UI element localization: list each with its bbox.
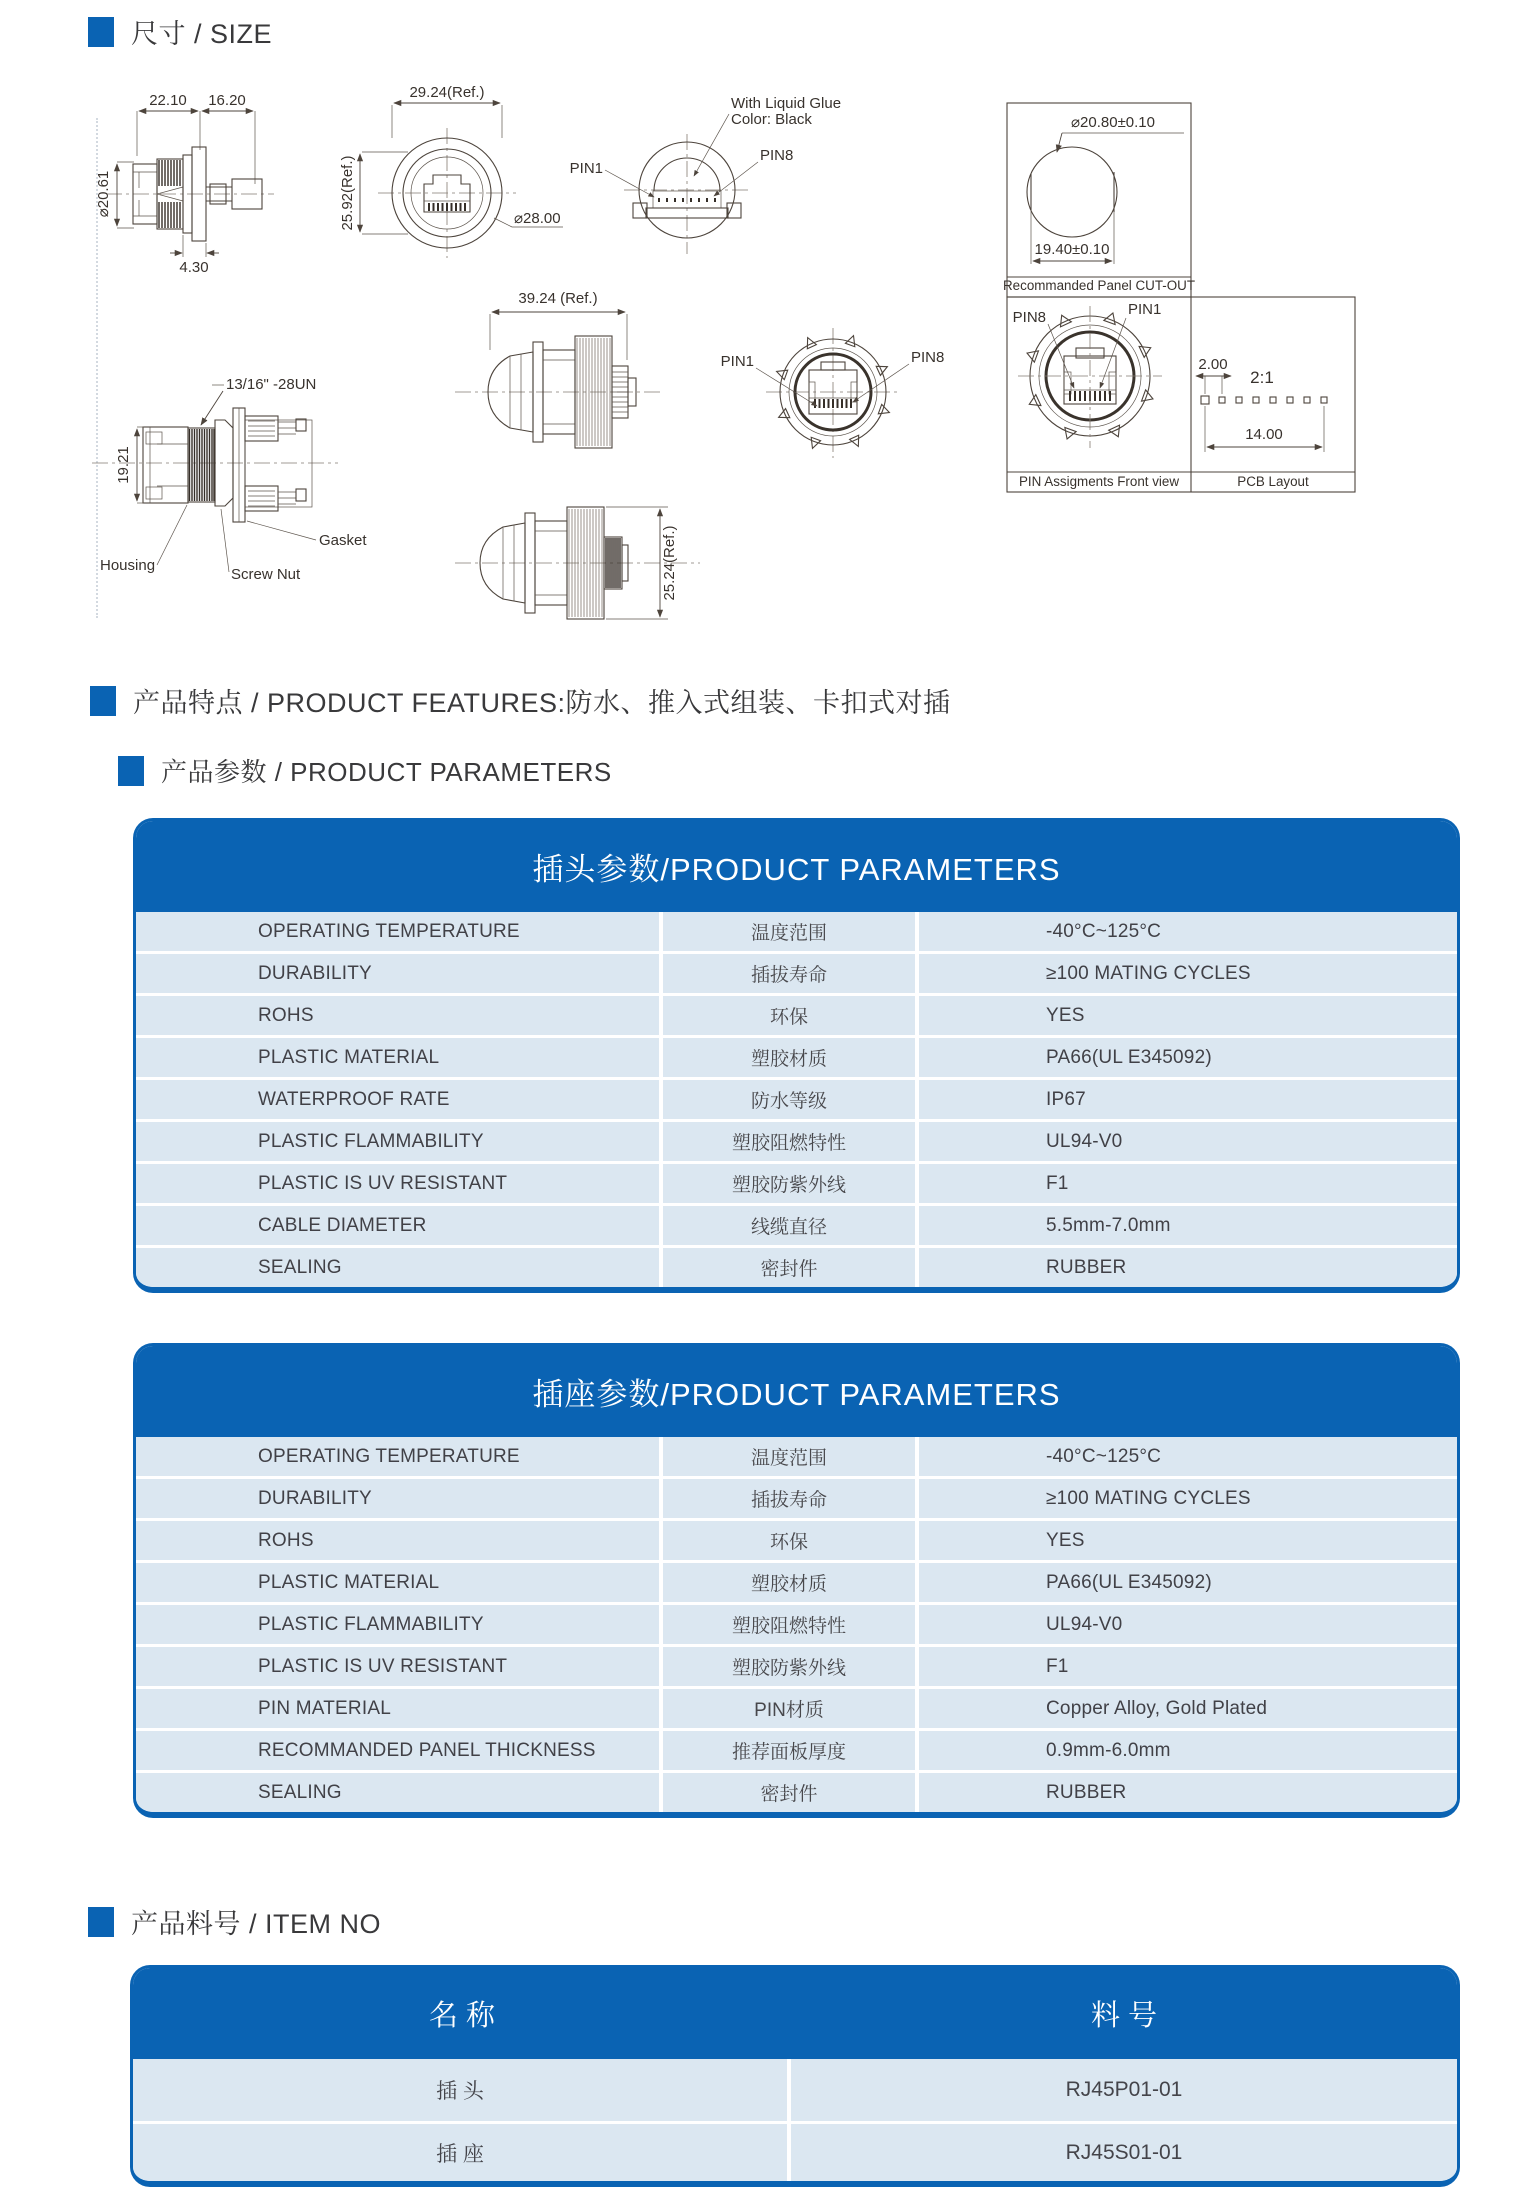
param-name-cn: 环保	[659, 996, 919, 1035]
table-row	[133, 2121, 1457, 2181]
param-name-en: PIN MATERIAL	[258, 1697, 391, 1719]
thread-label: 13/16" -28UN	[226, 376, 317, 393]
param-value: IP67	[1046, 1088, 1086, 1110]
drawing-housing-side	[92, 376, 367, 583]
param-value: RUBBER	[1046, 1256, 1127, 1278]
caption-panel-cutout: Recommanded Panel CUT-OUT	[1003, 278, 1195, 293]
drawing-plug-front	[721, 328, 945, 458]
param-name-cn: 温度范围	[659, 912, 919, 951]
section-marker-icon	[90, 686, 116, 716]
table-title: 插头参数/PRODUCT PARAMETERS	[136, 821, 1457, 912]
param-name-en: SEALING	[258, 1256, 342, 1278]
param-value: Copper Alloy, Gold Plated	[1046, 1697, 1268, 1719]
param-name-en: OPERATING TEMPERATURE	[258, 920, 520, 942]
dim-20-61: ⌀20.61	[95, 170, 112, 218]
section-header-item-no	[88, 1902, 381, 1941]
dim-28-00: ⌀28.00	[514, 210, 561, 227]
table-title: 插座参数/PRODUCT PARAMETERS	[136, 1346, 1457, 1437]
param-value: UL94-V0	[1046, 1130, 1123, 1152]
table-row	[136, 912, 1457, 951]
param-name-cn: 塑胶防紫外线	[659, 1164, 919, 1203]
drawing-panel-box	[1003, 103, 1355, 492]
param-name-cn: 塑胶材质	[659, 1038, 919, 1077]
param-value: PA66(UL E345092)	[1046, 1046, 1212, 1068]
item-number-table	[130, 1965, 1460, 2187]
table-row	[136, 951, 1457, 993]
param-value: YES	[1046, 1529, 1085, 1551]
drawing-plug-side-2	[455, 507, 700, 619]
dim-25-24: 25.24(Ref.)	[661, 525, 678, 601]
dim-4-30: 4.30	[179, 259, 209, 276]
table-row	[136, 1770, 1457, 1812]
table-row	[136, 1035, 1457, 1077]
section-title: 产品参数 / PRODUCT PARAMETERS	[161, 757, 612, 787]
param-name-cn: 密封件	[659, 1248, 919, 1287]
pin1-label: PIN1	[569, 160, 603, 177]
param-name-cn: 插拔寿命	[659, 954, 919, 993]
technical-drawings	[0, 60, 1528, 640]
column-header-code: 料 号	[1090, 2000, 1158, 2032]
socket-parameters-table	[133, 1343, 1460, 1818]
drawing-plug-rear	[570, 95, 841, 254]
dim-22-10: 22.10	[149, 92, 187, 109]
section-header-parameters	[118, 752, 612, 789]
dim-20-80: ⌀20.80±0.10	[1071, 114, 1155, 131]
param-name-en: OPERATING TEMPERATURE	[258, 1445, 520, 1467]
param-name-en: RECOMMANDED PANEL THICKNESS	[258, 1739, 596, 1761]
param-value: PA66(UL E345092)	[1046, 1571, 1212, 1593]
param-name-en: WATERPROOF RATE	[258, 1088, 450, 1110]
table-row	[136, 1077, 1457, 1119]
param-name-en: DURABILITY	[258, 962, 372, 984]
dim-14-00: 14.00	[1245, 426, 1283, 443]
table-row	[136, 1560, 1457, 1602]
dim-25-92: 25.92(Ref.)	[339, 155, 356, 231]
table-row	[136, 1161, 1457, 1203]
pin1-label: PIN1	[720, 353, 754, 370]
table-row	[136, 1476, 1457, 1518]
param-name-en: SEALING	[258, 1781, 342, 1803]
param-name-cn: 防水等级	[659, 1080, 919, 1119]
dim-39-24: 39.24 (Ref.)	[518, 290, 598, 307]
param-value: 0.9mm-6.0mm	[1046, 1739, 1171, 1761]
table-row	[136, 1644, 1457, 1686]
table-row	[136, 1728, 1457, 1770]
section-title: 产品料号 / ITEM NO	[131, 1909, 381, 1939]
section-header-features	[90, 681, 951, 720]
drawing-receptacle-side	[95, 92, 274, 276]
table-row	[136, 993, 1457, 1035]
param-name-en: PLASTIC FLAMMABILITY	[258, 1613, 484, 1635]
param-value: 5.5mm-7.0mm	[1046, 1214, 1171, 1236]
section-marker-icon	[88, 1907, 114, 1937]
param-name-en: ROHS	[258, 1529, 314, 1551]
dim-16-20: 16.20	[208, 92, 246, 109]
param-name-cn: 塑胶材质	[659, 1563, 919, 1602]
drawing-receptacle-front	[339, 84, 563, 258]
param-value: -40°C~125°C	[1046, 1445, 1162, 1467]
param-name-en: CABLE DIAMETER	[258, 1214, 427, 1236]
param-name-cn: 环保	[659, 1521, 919, 1560]
param-name-en: ROHS	[258, 1004, 314, 1026]
table-row	[136, 1686, 1457, 1728]
param-value: -40°C~125°C	[1046, 920, 1162, 942]
param-name-en: PLASTIC MATERIAL	[258, 1046, 440, 1068]
param-name-cn: 线缆直径	[659, 1206, 919, 1245]
table-row	[136, 1437, 1457, 1476]
dim-2-00: 2.00	[1198, 356, 1228, 373]
param-name-cn: 塑胶防紫外线	[659, 1647, 919, 1686]
glue-note-line1: With Liquid Glue	[731, 95, 842, 112]
section-marker-icon	[88, 17, 114, 47]
dim-29-24: 29.24(Ref.)	[409, 84, 485, 101]
item-name: 插 头	[436, 2080, 484, 2103]
param-name-en: PLASTIC MATERIAL	[258, 1571, 440, 1593]
table-row	[136, 1602, 1457, 1644]
param-value: ≥100 MATING CYCLES	[1046, 1487, 1251, 1509]
param-name-en: PLASTIC IS UV RESISTANT	[258, 1655, 508, 1677]
housing-label: Housing	[100, 557, 156, 574]
param-name-cn: 推荐面板厚度	[659, 1731, 919, 1770]
glue-note-line2: Color: Black	[731, 111, 812, 128]
item-table-header	[133, 1968, 1457, 2059]
gasket-label: Gasket	[319, 532, 367, 549]
param-name-en: PLASTIC FLAMMABILITY	[258, 1130, 484, 1152]
param-name-cn: PIN材质	[659, 1689, 919, 1728]
dim-19-40: 19.40±0.10	[1034, 241, 1110, 258]
section-title: 产品特点 / PRODUCT FEATURES:防水、推入式组装、卡扣式对插	[133, 688, 951, 718]
table-row	[136, 1518, 1457, 1560]
param-value: ≥100 MATING CYCLES	[1046, 962, 1251, 984]
item-code: RJ45P01-01	[787, 2059, 1457, 2121]
param-name-cn: 塑胶阻燃特性	[659, 1605, 919, 1644]
table-row	[136, 1245, 1457, 1287]
param-value: UL94-V0	[1046, 1613, 1123, 1635]
param-name-cn: 插拔寿命	[659, 1479, 919, 1518]
param-value: YES	[1046, 1004, 1085, 1026]
drawing-plug-side	[455, 290, 660, 448]
screw-nut-label: Screw Nut	[231, 566, 301, 583]
param-name-cn: 塑胶阻燃特性	[659, 1122, 919, 1161]
pin8-label: PIN8	[760, 147, 794, 164]
dim-19-21: 19.21	[115, 446, 132, 484]
section-title: 尺寸 / SIZE	[131, 19, 273, 49]
caption-pcb-layout: PCB Layout	[1237, 474, 1309, 489]
item-code: RJ45S01-01	[787, 2124, 1457, 2181]
pin1-label: PIN1	[1128, 301, 1162, 318]
caption-pin-front: PIN Assigments Front view	[1019, 474, 1179, 489]
param-value: RUBBER	[1046, 1781, 1127, 1803]
table-row	[136, 1119, 1457, 1161]
param-name-cn: 温度范围	[659, 1437, 919, 1476]
param-value: F1	[1046, 1172, 1069, 1194]
param-name-cn: 密封件	[659, 1773, 919, 1812]
table-row	[133, 2059, 1457, 2121]
pin8-label: PIN8	[911, 349, 945, 366]
item-name: 插 座	[436, 2142, 484, 2166]
param-name-en: PLASTIC IS UV RESISTANT	[258, 1172, 508, 1194]
plug-parameters-table	[133, 818, 1460, 1293]
param-value: F1	[1046, 1655, 1069, 1677]
param-name-en: DURABILITY	[258, 1487, 372, 1509]
column-header-name: 名 称	[428, 2000, 496, 2032]
pin8-label: PIN8	[1012, 309, 1046, 326]
section-header-size	[88, 12, 272, 51]
table-row	[136, 1203, 1457, 1245]
scale-2-1: 2:1	[1250, 368, 1274, 387]
section-marker-icon	[118, 756, 144, 786]
